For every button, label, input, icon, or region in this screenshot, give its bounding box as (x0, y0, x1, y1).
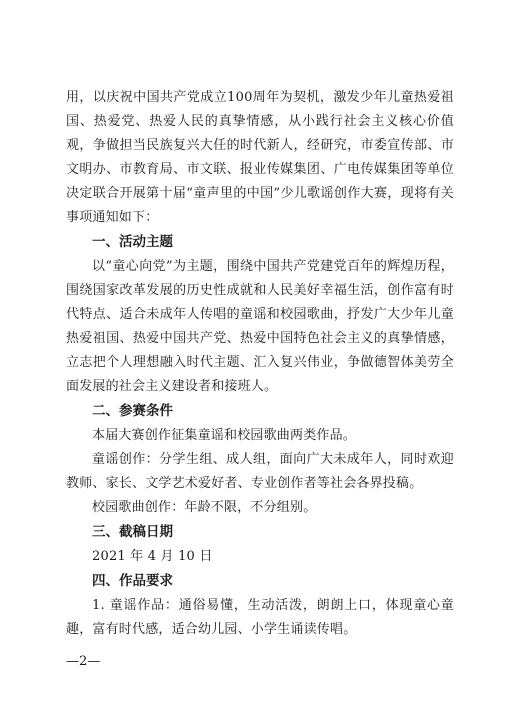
conditions-paragraph-categories: 本届大赛创作征集童谣和校园歌曲两类作品。 (92, 428, 357, 443)
page-number: —2— (66, 654, 101, 669)
section-heading-requirements: 四、作品要求 (92, 573, 173, 589)
document-body (66, 86, 454, 642)
intro-paragraph: 用，以庆祝中国共产党成立100周年为契机，激发少年儿童热爱祖国、热爱党、热爱人民的真挚情感，从小践行社会主义核心价值观，争做担当民族复兴大任的时代新人，经研究，市委宣传部、市文明办、市教育局、市文联、报业传媒集团、广电传媒集团等单位决定联合开展第十届“童声里的中国”少儿歌谣创作大赛，现将有关事项通知如下： (66, 90, 454, 225)
requirements-paragraph-nursery-rhymes: 1. 童谣作品：通俗易懂，生动活泼，朗朗上口，体现童心童趣，富有时代感，适合幼儿园、小学生诵读传唱。 (66, 598, 454, 637)
theme-paragraph: 以“童心向党”为主题，围绕中国共产党建党百年的辉煌历程，围绕国家改革发展的历史性成就和人民美好幸福生活，创作富有时代特点、适合未成年人传唱的童谣和校园歌曲，抒发广大少年儿童热爱祖国、热爱中国共产党、热爱中国特色社会主义的真挚情感，立志把个人理想融入时代主题、汇入复兴伟业，争做德智体美劳全面发展的社会主义建设者和接班人。 (66, 259, 454, 394)
conditions-paragraph-campus-songs: 校园歌曲创作：年龄不限，不分组别。 (92, 500, 317, 515)
section-heading-theme: 一、活动主题 (92, 234, 173, 250)
deadline-date: 2021 年 4 月 10 日 (92, 549, 213, 564)
section-heading-conditions: 二、参赛条件 (92, 403, 173, 419)
conditions-paragraph-nursery-rhymes: 童谣创作：分学生组、成人组，面向广大未成年人，同时欢迎教师、家长、文学艺术爱好者、专业创作者等社会各界投稿。 (66, 452, 454, 491)
section-heading-deadline: 三、截稿日期 (92, 524, 173, 540)
